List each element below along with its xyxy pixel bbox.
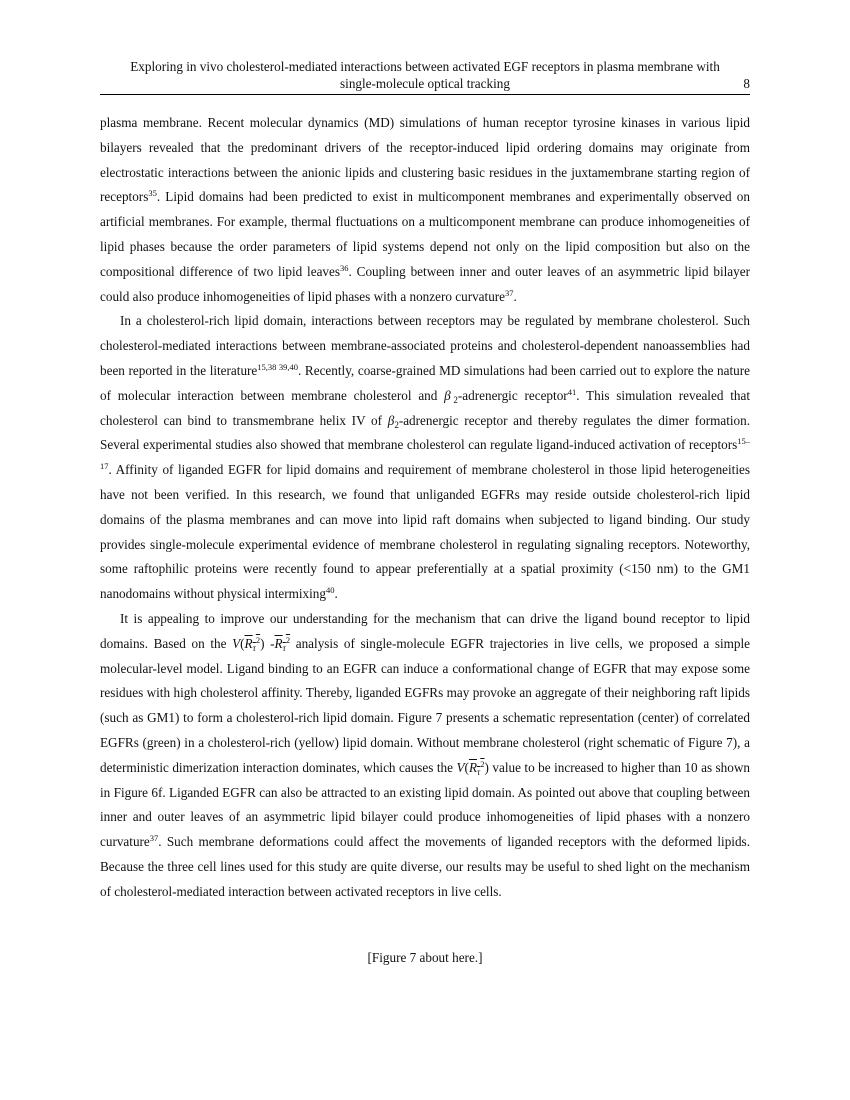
- citation-link[interactable]: 15,38 39,40: [257, 361, 298, 372]
- figure-placeholder: [Figure 7 about here.]: [367, 950, 483, 965]
- text-run: -adrenergic receptor and thereby regulates the dimer formation. Several experimental studies also showed that membrane cholesterol can regulate ligand-induced activation of receptors: [100, 412, 751, 453]
- math-v-r-tau: $V(R_\tau^2)$: [456, 758, 489, 777]
- beta-symbol: β: [444, 387, 451, 403]
- text-run: -adrenergic receptor: [457, 387, 568, 403]
- paragraph-1: [100, 111, 750, 309]
- text-run: .: [513, 288, 517, 304]
- subscript: 2: [453, 394, 458, 405]
- text-run: It is appealing to improve our understanding for the mechanism that can drive the ligand bound receptor to lipid domains. Based on the: [100, 610, 750, 651]
- citation-link[interactable]: 37: [149, 833, 159, 844]
- text-run: .: [334, 586, 338, 602]
- citation-link[interactable]: 41: [567, 386, 577, 397]
- citation-link[interactable]: 15–17: [100, 436, 750, 472]
- text-run: . Recently, coarse-grained MD simulations had been carried out to explore the nature of molecular interaction between membrane cholesterol and: [100, 362, 751, 403]
- text-run: In a cholesterol-rich lipid domain, interactions between receptors may be regulated by membrane cholesterol. Such cholesterol-mediated interactions between membrane-associated proteins and cholesterol-dependent nanoassemblies had been reported in the literature: [100, 313, 750, 378]
- math-v-r-tau: $V(R_\tau^2)$: [232, 634, 265, 653]
- citation-link[interactable]: 35: [148, 188, 157, 199]
- citation-link[interactable]: 37: [505, 287, 514, 298]
- text-run: analysis of single-molecule EGFR trajectories in live cells, we proposed a simple molecular-level model. Ligand binding to an EGFR can induce a conformational change of EGFR that may expose some residues with high cholesterol affinity. Thereby, liganded EGFRs may provoke an aggregate of their neighboring raft lipids (such as GM1) to form a cholesterol-rich lipid domain. Figure 7 presents a schematic representation (center) of correlated EGFRs (green) in a cholesterol-rich (yellow) lipid domain. Without membrane cholesterol (right schematic of Figure 7), a deterministic dimerization interaction dominates, which causes the: [100, 635, 750, 775]
- text-run: . Lipid domains had been predicted to exist in multicomponent membranes and experimentally observed on artificial membranes. For example, thermal fluctuations on a multicomponent membrane can produce inhomogeneities of lipid phases because the order parameters of lipid systems depend not only on the lipid composition but also on the compositional difference of two lipid leaves: [100, 189, 750, 279]
- text-run: plasma membrane. Recent molecular dynamics (MD) simulations of human receptor tyrosine kinases in various lipid bilayers revealed that the predominant drivers of the receptor-induced lipid ordering domains may originate from electrostatic interactions between the anionic lipids and clustering basic residues in the juxtamembrane starting region of receptors: [100, 115, 750, 205]
- text-run: . Such membrane deformations could affect the movements of liganded receptors with the deformed lipids. Because the three cell lines used for this study are quite diverse, our results may be useful to shed light on the mechanism of cholesterol-mediated interaction between activated receptors in live cells.: [100, 834, 750, 899]
- citation-link[interactable]: 36: [340, 262, 349, 273]
- text-run: . Coupling between inner and outer leaves of an asymmetric lipid bilayer could also produce inhomogeneities of lipid phases with a nonzero curvature: [100, 263, 750, 304]
- header-rule: [100, 94, 750, 95]
- citation-link[interactable]: 40: [326, 585, 335, 596]
- paragraph-2: [100, 309, 750, 607]
- text-run: value to be increased to higher than 10 as shown in Figure 6f. Liganded EGFR can also be attracted to an existing lipid domain. As pointed out above that coupling between inner and outer leaves of an asymmetric lipid bilayer could produce inhomogeneities of lipid phases with a nonzero curvature: [100, 759, 750, 850]
- text-run: . Affinity of liganded EGFR for lipid domains and requirement of membrane cholesterol in those lipid heterogeneities have not been verified. In this research, we found that unliganded EGFRs may reside outside cholesterol-rich lipid domains of the plasma membranes and can move into lipid raft domains when subjected to ligand binding. Our study provides single-molecule experimental evidence of membrane cholesterol in regulating signaling receptors. Noteworthy, some raftophilic proteins were recently found to appear preferentially at a spatial proximity (<150 nm) to the GM1 nanodomains without physical intermixing: [100, 462, 750, 602]
- math-r-tau-bar: $R_\tau^2$: [274, 634, 291, 653]
- running-header: [100, 58, 750, 92]
- paragraph-3: It is appealing to improve our understanding for the mechanism that can drive the ligand bound receptor to lipid domains. Based on the $V(R_\tau^2)$ $-R_\tau^2$ analysis of single-molecule EGFR trajectories in live cells, we proposed a simple molecular-level model. Ligand binding to an EGFR can induce a conformational change of EGFR that may expose some residues with high cholesterol affinity. Thereby, liganded EGFRs may provoke an aggregate of their neighboring raft lipids (such as GM1) to form a cholesterol-rich lipid domain. Figure 7 presents a schematic representation (center) of correlated EGFRs (green) in a cholesterol-rich (yellow) lipid domain. Without membrane cholesterol (right schematic of Figure 7), a deterministic dimerization interaction dominates, which causes the $V(R_\tau^2)$ value to be increased to higher than 10 as shown in Figure 6f. Liganded EGFR can also be attracted to an existing lipid domain. As pointed out above that coupling between inner and outer leaves of an asymmetric lipid bilayer could produce inhomogeneities of lipid phases with a nonzero curvature$^{37}$. Such membrane deformations could affect the movements of liganded receptors with the deformed lipids. Because the three cell lines used for this study are quite diverse, our results may be useful to shed light on the mechanism of cholesterol-mediated interaction between activated receptors in live cells.: [100, 610, 750, 899]
- page-number: 8: [743, 76, 750, 91]
- header-line2: [100, 75, 750, 92]
- body-text: [100, 111, 750, 905]
- subscript: 2: [394, 419, 399, 430]
- text-run: . This simulation revealed that cholesterol can bind to transmembrane helix IV of: [100, 387, 750, 428]
- beta-symbol: β: [387, 412, 395, 428]
- header-title-line1: Exploring in vivo cholesterol-mediated interactions between activated EGF receptors in plasma membrane with: [130, 59, 720, 74]
- header-title-line2: single-molecule optical tracking: [340, 76, 510, 91]
